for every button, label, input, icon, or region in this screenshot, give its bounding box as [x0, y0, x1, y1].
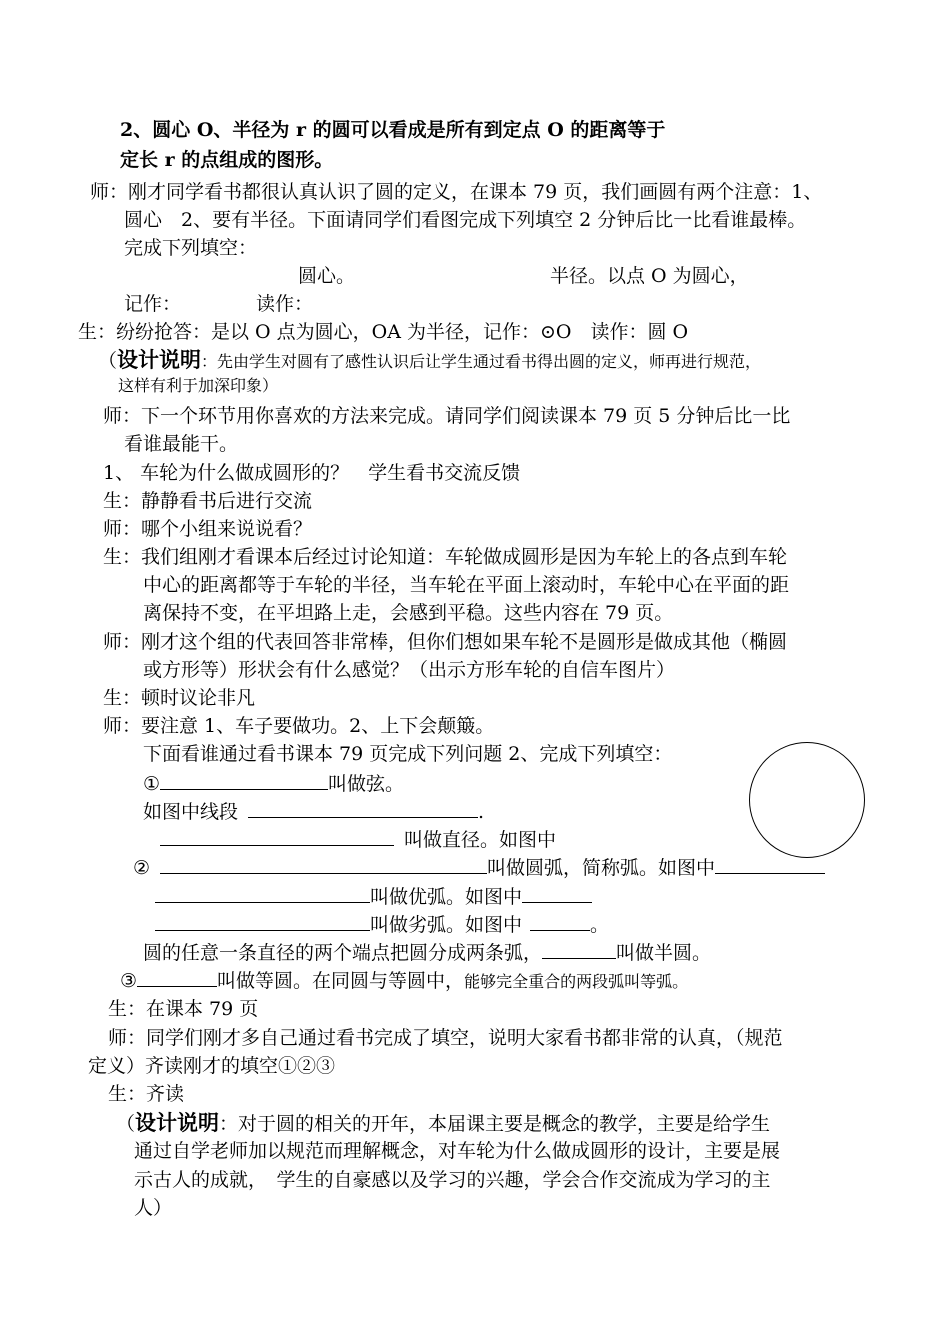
fill-item-diameter — [160, 827, 556, 852]
blank-line — [248, 799, 478, 818]
teacher-line: 或方形等）形状会有什么感觉？（出示方形车轮的自信车图片） — [143, 659, 676, 681]
definition-line-1: 2、圆心 O、半径为 r 的圆可以看成是所有到定点 O 的距离等于 — [120, 119, 666, 141]
student-line: 生：顿时议论非凡 — [103, 687, 256, 709]
fill-radius-label: 半径。以点 O 为圆心， — [550, 265, 749, 287]
student-answer: 生：纷纷抢答：是以 O 点为圆心，OA 为半径，记作：⊙O 读作：圆 O — [78, 321, 689, 343]
equal-arc-text: 能够完全重合的两段弧叫等弧。 — [464, 972, 689, 991]
note-open-paren: （ — [116, 1113, 136, 1135]
teacher-line: 师：刚才同学看书都很认真认识了圆的定义，在课本 79 页，我们画圆有两个注意：1、 — [90, 181, 823, 203]
design-note-2 — [116, 1111, 770, 1136]
fill-item-segment — [143, 799, 484, 824]
student-line: 生：齐读 — [108, 1083, 185, 1105]
teacher-line: 师：刚才这个组的代表回答非常棒，但你们想如果车轮不是圆形是做成其他（椭圆 — [103, 631, 788, 653]
major-arc-label: 叫做优弧。如图中 — [370, 886, 523, 908]
circled-number-3: ③ — [120, 970, 138, 992]
dot: . — [478, 801, 485, 823]
semicircle-text: 圆的任意一条直径的两个端点把圆分成两条弧， — [143, 942, 543, 964]
segment-label: 如图中线段 — [143, 801, 239, 823]
note-text: 这样有利于加深印象） — [118, 376, 279, 395]
teacher-line: 圆心 2、要有半径。下面请同学们看图完成下列填空 2 分钟后比一比看谁最棒。 — [124, 209, 807, 231]
note-title: 设计说明 — [117, 347, 202, 372]
note-title: 设计说明 — [135, 1110, 220, 1135]
teacher-line: 师：下一个环节用你喜欢的方法来完成。请同学们阅读课本 79 页 5 分钟后比一比 — [103, 405, 791, 427]
minor-arc-label: 叫做劣弧。如图中 — [370, 914, 523, 936]
diameter-label: 叫做直径。如图中 — [404, 829, 557, 851]
fill-item-arc — [133, 855, 825, 880]
teacher-line: 看谁最能干。 — [124, 433, 239, 455]
blank-line — [530, 912, 590, 931]
teacher-line: 师：同学们刚才多自己通过看书完成了填空，说明大家看书都非常的认真，（规范 — [108, 1027, 783, 1049]
period: 。 — [590, 914, 610, 936]
blank-line — [160, 855, 487, 874]
notation-label: 记作： — [124, 293, 182, 315]
blank-line — [155, 912, 370, 931]
teacher-line: 完成下列填空： — [124, 237, 258, 259]
blank-line — [542, 940, 616, 959]
fill-center-label: 圆心。 — [298, 265, 356, 287]
design-note-1 — [98, 348, 761, 374]
fill-item-chord — [143, 771, 404, 796]
circled-number-1: ① — [143, 773, 161, 795]
fill-item-semicircle — [143, 940, 711, 965]
student-line: 生：静静看书后进行交流 — [103, 490, 313, 512]
chord-label: 叫做弦。 — [328, 773, 405, 795]
question-1: 1、 车轮为什么做成圆形的？ 学生看书交流反馈 — [103, 462, 521, 484]
semicircle-label: 叫做半圆。 — [616, 942, 712, 964]
note-text: ：先由学生对圆有了感性认识后让学生通过看书得出圆的定义，师再进行规范， — [201, 352, 762, 371]
student-line: 生：我们组刚才看课本后经过讨论知道：车轮做成圆形是因为车轮上的各点到车轮 — [103, 546, 788, 568]
fill-item-minor-arc — [155, 912, 609, 937]
equal-circle-label: 叫做等圆。在同圆与等圆中， — [217, 970, 465, 992]
note-text: ：对于圆的相关的开年，本届课主要是概念的教学，主要是给学生 — [219, 1113, 771, 1135]
note-text: 人） — [134, 1197, 173, 1219]
fill-item-equal-circle — [120, 968, 688, 994]
fill-item-major-arc — [155, 884, 592, 909]
blank-line — [155, 884, 370, 903]
student-line: 中心的距离都等于车轮的半径，当车轮在平面上滚动时，车轮中心在平面的距 — [143, 574, 790, 596]
note-text: 示古人的成就， 学生的自豪感以及学习的兴趣，学会合作交流成为学习的主 — [134, 1169, 771, 1191]
definition-line-2: 定长 r 的点组成的图形。 — [120, 149, 334, 171]
blank-line — [160, 771, 328, 790]
reading-label: 读作： — [256, 293, 314, 315]
blank-line — [137, 968, 217, 987]
note-open-paren: （ — [98, 350, 118, 372]
blank-line — [160, 827, 394, 846]
fill-intro: 下面看谁通过看书课本 79 页完成下列问题 2、完成下列填空： — [143, 743, 673, 765]
circle-figure — [749, 742, 865, 858]
blank-line — [522, 884, 592, 903]
teacher-line: 定义）齐读刚才的填空①②③ — [88, 1055, 336, 1077]
note-text: 通过自学老师加以规范而理解概念，对车轮为什么做成圆形的设计，主要是展 — [134, 1140, 781, 1162]
student-line: 生：在课本 79 页 — [108, 998, 259, 1020]
circled-number-2: ② — [133, 857, 151, 879]
teacher-line: 师：哪个小组来说说看？ — [103, 518, 313, 540]
arc-label: 叫做圆弧，简称弧。如图中 — [487, 857, 716, 879]
student-line: 离保持不变，在平坦路上走，会感到平稳。这些内容在 79 页。 — [143, 602, 674, 624]
teacher-line: 师：要注意 1、车子要做功。2、上下会颠簸。 — [103, 715, 495, 737]
